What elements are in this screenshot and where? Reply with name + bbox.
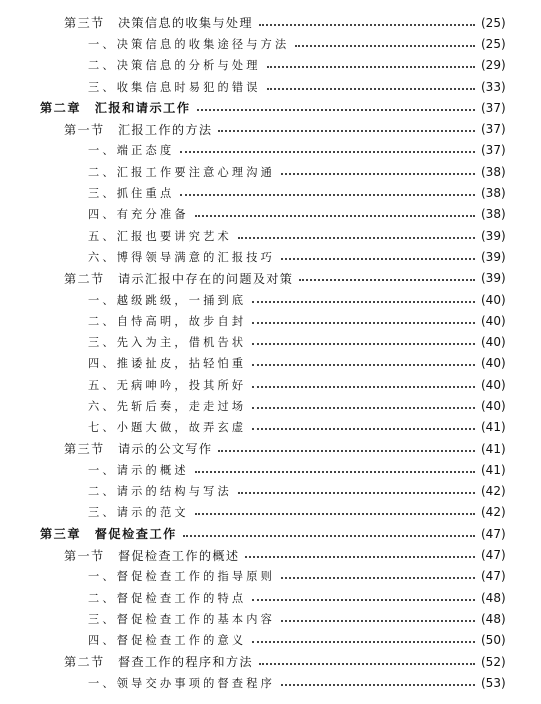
- toc-section-row[interactable]: [0, 12, 541, 33]
- leader-dots: [281, 569, 475, 579]
- leader-dots: [252, 293, 475, 303]
- toc-page-number: (25): [481, 15, 506, 30]
- toc-page-number: (37): [481, 122, 506, 137]
- toc-section-row[interactable]: [0, 651, 541, 672]
- toc-item-row[interactable]: [0, 395, 541, 416]
- toc-entry-title: 二、请示的结构与写法: [88, 485, 232, 499]
- toc-entry-title: 第二章 汇报和请示工作: [40, 101, 191, 116]
- toc-entry-title: 一、领导交办事项的督查程序: [88, 676, 276, 690]
- toc-page-number: (42): [481, 505, 506, 520]
- leader-dots: [252, 314, 475, 324]
- leader-dots: [195, 505, 475, 515]
- toc-page-number: (40): [481, 292, 506, 307]
- toc-section-row[interactable]: [0, 544, 541, 565]
- leader-dots: [252, 399, 475, 409]
- toc-item-row[interactable]: [0, 161, 541, 182]
- leader-dots: [183, 527, 475, 537]
- toc-item-row[interactable]: [0, 566, 541, 587]
- toc-page-number: (50): [481, 633, 506, 648]
- toc-page-number: (40): [481, 398, 506, 413]
- leader-dots: [238, 484, 475, 494]
- toc-item-row[interactable]: [0, 672, 541, 693]
- leader-dots: [299, 271, 475, 281]
- toc-page-number: (40): [481, 313, 506, 328]
- toc-chapter-row[interactable]: [0, 523, 541, 544]
- toc-page-number: (39): [481, 271, 506, 286]
- toc-page-number: (25): [481, 36, 506, 51]
- toc-page-number: (39): [481, 249, 506, 264]
- toc-entry-title: 第三章 督促检查工作: [40, 527, 177, 542]
- leader-dots: [252, 591, 475, 601]
- toc-entry-title: 第三节 决策信息的收集与处理: [64, 16, 253, 31]
- toc-page-number: (41): [481, 420, 506, 435]
- toc-entry-title: 第一节 汇报工作的方法: [64, 122, 213, 137]
- toc-entry-title: 四、推诿扯皮，拈轻怕重: [88, 357, 247, 371]
- leader-dots: [281, 612, 475, 622]
- toc-item-row[interactable]: [0, 204, 541, 225]
- toc-section-row[interactable]: [0, 438, 541, 459]
- leader-dots: [252, 633, 475, 643]
- toc-page-number: (29): [481, 58, 506, 73]
- toc-item-row[interactable]: [0, 374, 541, 395]
- toc-item-row[interactable]: [0, 630, 541, 651]
- leader-dots: [197, 101, 475, 111]
- toc-page-number: (38): [481, 164, 506, 179]
- toc-page-number: (48): [481, 590, 506, 605]
- toc-item-row[interactable]: [0, 246, 541, 267]
- toc-page-number: (40): [481, 356, 506, 371]
- leader-dots: [180, 186, 475, 196]
- leader-dots: [281, 250, 475, 260]
- toc-page-number: (38): [481, 207, 506, 222]
- toc-item-row[interactable]: [0, 140, 541, 161]
- toc-item-row[interactable]: [0, 310, 541, 331]
- toc-item-row[interactable]: [0, 608, 541, 629]
- toc-item-row[interactable]: [0, 502, 541, 523]
- toc-page-number: (33): [481, 79, 506, 94]
- toc-page-number: (41): [481, 441, 506, 456]
- toc-page-number: (47): [481, 569, 506, 584]
- toc-entry-title: 二、决策信息的分析与处理: [88, 59, 261, 73]
- toc-page-number: (37): [481, 143, 506, 158]
- leader-dots: [195, 207, 475, 217]
- toc-item-row[interactable]: [0, 182, 541, 203]
- toc-entry-title: 四、有充分准备: [88, 208, 189, 222]
- toc-item-row[interactable]: [0, 225, 541, 246]
- toc-entry-title: 一、决策信息的收集途径与方法: [88, 37, 290, 51]
- toc-entry-title: 一、越级跳级，一捅到底: [88, 293, 247, 307]
- toc-entry-title: 二、自恃高明，故步自封: [88, 314, 247, 328]
- toc-entry-title: 三、请示的范文: [88, 506, 189, 520]
- leader-dots: [245, 548, 475, 558]
- toc-item-row[interactable]: [0, 481, 541, 502]
- leader-dots: [252, 356, 475, 366]
- toc-page-number: (39): [481, 228, 506, 243]
- toc-entry-title: 第二节 请示汇报中存在的问题及对策: [64, 271, 294, 286]
- leader-dots: [252, 378, 475, 388]
- leader-dots: [238, 229, 475, 239]
- leader-dots: [195, 463, 475, 473]
- toc-page-number: (42): [481, 484, 506, 499]
- toc-item-row[interactable]: [0, 353, 541, 374]
- toc-item-row[interactable]: [0, 331, 541, 352]
- leader-dots: [218, 122, 475, 132]
- leader-dots: [267, 80, 475, 90]
- table-of-contents: [0, 12, 541, 694]
- toc-item-row[interactable]: [0, 33, 541, 54]
- leader-dots: [295, 37, 475, 47]
- toc-page-number: (53): [481, 675, 506, 690]
- leader-dots: [180, 143, 475, 153]
- toc-page-number: (52): [481, 654, 506, 669]
- toc-page-number: (48): [481, 611, 506, 626]
- toc-page-number: (40): [481, 377, 506, 392]
- toc-entry-title: 第一节 督促检查工作的概述: [64, 548, 240, 563]
- toc-page-number: (47): [481, 526, 506, 541]
- toc-entry-title: 一、请示的概述: [88, 463, 189, 477]
- toc-entry-title: 七、小题大做，故弄玄虚: [88, 421, 247, 435]
- toc-entry-title: 三、抓住重点: [88, 187, 175, 201]
- toc-item-row[interactable]: [0, 587, 541, 608]
- toc-page-number: (38): [481, 186, 506, 201]
- leader-dots: [281, 165, 475, 175]
- toc-entry-title: 一、督促检查工作的指导原则: [88, 570, 276, 584]
- toc-page-number: (41): [481, 462, 506, 477]
- toc-entry-title: 五、汇报也要讲究艺术: [88, 229, 232, 243]
- leader-dots: [218, 442, 475, 452]
- leader-dots: [267, 58, 475, 68]
- leader-dots: [281, 676, 475, 686]
- toc-page-number: (37): [481, 100, 506, 115]
- toc-entry-title: 四、督促检查工作的意义: [88, 634, 247, 648]
- leader-dots: [252, 420, 475, 430]
- leader-dots: [259, 655, 475, 665]
- toc-page-number: (40): [481, 335, 506, 350]
- toc-entry-title: 二、督促检查工作的特点: [88, 591, 247, 605]
- toc-entry-title: 第三节 请示的公文写作: [64, 442, 213, 457]
- toc-item-row[interactable]: [0, 289, 541, 310]
- toc-page-number: (47): [481, 548, 506, 563]
- toc-item-row[interactable]: [0, 55, 541, 76]
- toc-item-row[interactable]: [0, 76, 541, 97]
- toc-entry-title: 五、无病呻吟，投其所好: [88, 378, 247, 392]
- toc-entry-title: 三、先入为主，借机告状: [88, 336, 247, 350]
- toc-entry-title: 六、先斩后奏，走走过场: [88, 399, 247, 413]
- toc-entry-title: 一、端正态度: [88, 144, 175, 158]
- leader-dots: [259, 16, 475, 26]
- toc-item-row[interactable]: [0, 417, 541, 438]
- toc-entry-title: 三、督促检查工作的基本内容: [88, 612, 276, 626]
- toc-item-row[interactable]: [0, 459, 541, 480]
- toc-section-row[interactable]: [0, 118, 541, 139]
- toc-entry-title: 二、汇报工作要注意心理沟通: [88, 165, 276, 179]
- toc-entry-title: 三、收集信息时易犯的错误: [88, 80, 261, 94]
- toc-entry-title: 第二节 督查工作的程序和方法: [64, 655, 253, 670]
- toc-section-row[interactable]: [0, 268, 541, 289]
- toc-chapter-row[interactable]: [0, 97, 541, 118]
- toc-entry-title: 六、博得领导满意的汇报技巧: [88, 250, 276, 264]
- leader-dots: [252, 335, 475, 345]
